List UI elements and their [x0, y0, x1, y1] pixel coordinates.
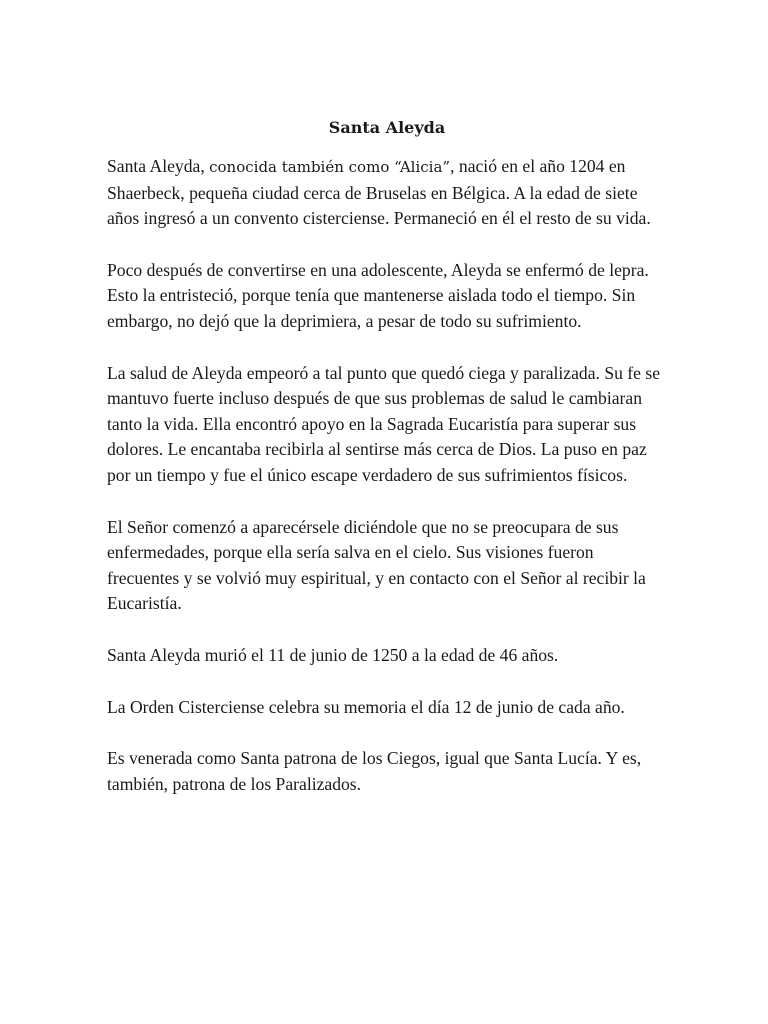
paragraph-leprosy: Poco después de convertirse en una adolescente, Aleyda se enfermó de lepra. Esto la entristeció, porque tenía que mantenerse aislada todo el tiempo. Sin embargo, no dejó que la deprimiera, a pesar de todo su sufrimiento. — [107, 259, 649, 331]
paragraph-intro-start: Santa Aleyda, — [107, 156, 210, 176]
paragraph-death: Santa Aleyda murió el 11 de junio de 1250 a la edad de 46 años. — [107, 644, 559, 665]
paragraph-visions: El Señor comenzó a aparecérsele diciéndole que no se preocupara de sus enfermedades, porque ella sería salva en el cielo. Sus visiones fueron frecuentes y se volvió muy espiritual, y en contacto con el Señor al recibir la Eucaristía. — [107, 516, 646, 614]
paragraph-intro-alias: conocida también como “Alicia” — [209, 158, 451, 176]
paragraph-health: La salud de Aleyda empeoró a tal punto que quedó ciega y paralizada. Su fe se mantuvo fuerte incluso después de que sus problemas de salud le cambiaran tanto la vida. Ella encontró apoyo en la Sagrada Eucaristía para superar sus dolores. Le encantaba recibirla al sentirse más cerca de Dios. La puso en paz por un tiempo y fue el único escape verdadero de sus sufrimientos físicos. — [107, 362, 661, 485]
document-title: Santa Aleyda — [328, 118, 446, 137]
document-page — [107, 113, 667, 823]
paragraph-intro — [107, 154, 667, 232]
paragraph-intro-rest: , nació en el año 1204 en Shaerbeck, pequeña ciudad cerca de Bruselas en Bélgica. A la edad de siete años ingresó a un convento cisterciense. Permaneció en él el resto de su vida. — [107, 156, 651, 229]
paragraph-feast: La Orden Cisterciense celebra su memoria el día 12 de junio de cada año. — [107, 696, 625, 717]
paragraph-patronage: Es venerada como Santa patrona de los Ciegos, igual que Santa Lucía. Y es, también, patrona de los Paralizados. — [107, 748, 642, 794]
